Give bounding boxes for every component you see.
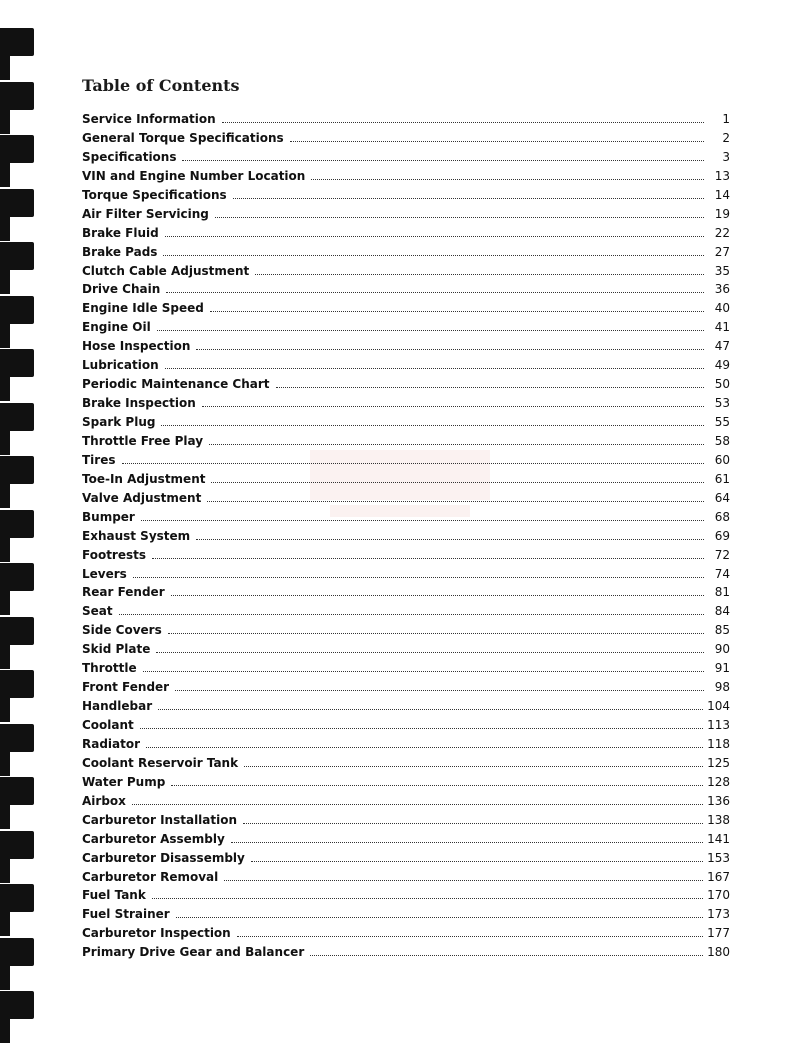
toc-entry-page: 2 <box>722 130 730 145</box>
dot-leader <box>310 955 703 956</box>
binding-tab <box>0 510 34 538</box>
toc-entry-label: Carburetor Disassembly <box>82 850 245 865</box>
dot-leader <box>165 236 704 237</box>
toc-entry[interactable] <box>82 377 730 396</box>
dot-leader <box>182 160 704 161</box>
toc-entry-label: Seat <box>82 604 113 619</box>
dot-leader <box>163 255 704 256</box>
toc-entry-page: 27 <box>714 244 730 259</box>
dot-leader <box>161 425 704 426</box>
binding-tab <box>0 991 34 1019</box>
toc-entry-label: Throttle <box>82 661 137 676</box>
toc-entry[interactable] <box>82 169 730 188</box>
toc-entry-label: Brake Fluid <box>82 225 159 240</box>
toc-entry-label: Clutch Cable Adjustment <box>82 263 250 278</box>
dot-leader <box>202 406 704 407</box>
toc-entry-label: Service Information <box>82 112 216 126</box>
toc-entry[interactable] <box>82 813 730 832</box>
dot-leader <box>231 842 703 843</box>
toc-entry-page: 104 <box>707 699 730 714</box>
dot-leader <box>132 804 703 805</box>
dot-leader <box>156 652 704 653</box>
toc-entry-page: 40 <box>714 301 730 316</box>
toc-entry-label: Carburetor Removal <box>82 869 219 884</box>
toc-entry[interactable] <box>82 756 730 775</box>
binding-tab <box>0 135 34 163</box>
toc-entry-label: Bumper <box>82 509 135 524</box>
toc-entry-label: Coolant Reservoir Tank <box>82 755 239 770</box>
toc-entry-label: Valve Adjustment <box>82 490 202 505</box>
toc-entry-page: 91 <box>714 661 730 676</box>
toc-entry[interactable] <box>82 737 730 756</box>
toc-entry[interactable] <box>82 623 730 642</box>
binding-tab <box>0 884 34 912</box>
toc-entry[interactable] <box>82 282 730 301</box>
toc-entry-page: 19 <box>714 206 730 221</box>
toc-entry-label: Primary Drive Gear and Balancer <box>82 945 305 960</box>
toc-entry-label: Toe-In Adjustment <box>82 471 206 486</box>
toc-entry-label: Airbox <box>82 793 126 808</box>
toc-entry-label: Hose Inspection <box>82 339 191 354</box>
dot-leader <box>210 311 704 312</box>
binding-tab <box>0 242 34 270</box>
toc-entry-page: 55 <box>714 415 730 429</box>
toc-entry-label: Water Pump <box>82 774 166 789</box>
binding-tab <box>0 831 34 859</box>
toc-entry-label: Brake Inspection <box>82 396 196 411</box>
toc-entry-label: Coolant <box>82 718 134 732</box>
toc-entry[interactable] <box>82 642 730 661</box>
toc-entry-label: Exhaust System <box>82 528 191 543</box>
toc-entry-label: Side Covers <box>82 623 162 638</box>
toc-entry-label: Periodic Maintenance Chart <box>82 377 270 392</box>
toc-entry-page: 72 <box>714 547 730 562</box>
toc-entry-label: Throttle Free Play <box>82 433 204 448</box>
toc-entry[interactable] <box>82 264 730 283</box>
toc-entry-page: 128 <box>707 774 730 789</box>
toc-entry-page: 180 <box>707 945 730 960</box>
toc-entry-page: 50 <box>714 377 730 392</box>
dot-leader <box>276 387 705 388</box>
toc-entry-page: 3 <box>722 149 730 164</box>
toc-entry[interactable] <box>82 358 730 377</box>
dot-leader <box>152 558 704 559</box>
dot-leader <box>168 633 704 634</box>
toc-entry[interactable] <box>82 226 730 245</box>
dot-leader <box>207 501 704 502</box>
toc-entry-label: Fuel Tank <box>82 888 146 903</box>
dot-leader <box>215 217 704 218</box>
toc-entry[interactable] <box>82 661 730 680</box>
toc-entry[interactable] <box>82 188 730 207</box>
toc-entry-label: Fuel Strainer <box>82 907 170 922</box>
binding-tab <box>0 296 34 324</box>
binding-tab <box>0 938 34 966</box>
toc-entry-page: 141 <box>707 831 730 846</box>
toc-entry[interactable] <box>82 491 730 510</box>
toc-entry[interactable] <box>82 699 730 718</box>
toc-entry-label: General Torque Specifications <box>82 130 284 145</box>
toc-entry-page: 84 <box>714 604 730 619</box>
dot-leader <box>237 936 703 937</box>
dot-leader <box>119 614 704 615</box>
toc-entry-label: VIN and Engine Number Location <box>82 168 306 183</box>
toc-entry[interactable] <box>82 415 730 434</box>
toc-entry-page: 47 <box>714 339 730 354</box>
toc-entry-page: 98 <box>714 680 730 695</box>
toc-entry-page: 61 <box>714 471 730 486</box>
toc-entry-page: 35 <box>714 263 730 278</box>
toc-entry-page: 81 <box>714 585 730 600</box>
toc-entry[interactable] <box>82 907 730 926</box>
toc-entry[interactable] <box>82 945 730 964</box>
toc-entry-page: 1 <box>722 112 730 126</box>
toc-entry[interactable] <box>82 851 730 870</box>
page-title: Table of Contents <box>82 76 240 95</box>
dot-leader <box>141 520 704 521</box>
dot-leader <box>196 539 704 540</box>
toc-entry-page: 53 <box>714 396 730 411</box>
dot-leader <box>255 274 704 275</box>
binding-tab <box>0 403 34 431</box>
toc-entry-label: Carburetor Installation <box>82 812 238 827</box>
dot-leader <box>175 690 704 691</box>
toc-entry-page: 113 <box>707 718 730 732</box>
toc-entry-label: Skid Plate <box>82 642 151 657</box>
toc-entry[interactable] <box>82 131 730 150</box>
dot-leader <box>140 728 703 729</box>
dot-leader <box>176 917 703 918</box>
toc-entry-label: Torque Specifications <box>82 187 227 202</box>
toc-entry-label: Spark Plug <box>82 415 156 429</box>
toc-entry-label: Brake Pads <box>82 244 158 259</box>
toc-entry-label: Engine Idle Speed <box>82 301 204 316</box>
toc-entry-page: 74 <box>714 566 730 581</box>
toc-entry-label: Radiator <box>82 736 141 751</box>
dot-leader <box>196 349 704 350</box>
dot-leader <box>171 595 704 596</box>
binding-tab <box>0 82 34 110</box>
toc-entry-label: Carburetor Inspection <box>82 926 231 941</box>
toc-entry[interactable] <box>82 567 730 586</box>
dot-leader <box>171 785 703 786</box>
toc-entry[interactable] <box>82 320 730 339</box>
toc-entry[interactable] <box>82 718 730 737</box>
toc-entry-label: Footrests <box>82 547 147 562</box>
toc-entry-page: 49 <box>714 358 730 373</box>
toc-entry-page: 22 <box>714 225 730 240</box>
toc-entry[interactable] <box>82 434 730 453</box>
table-of-contents <box>82 74 730 964</box>
dot-leader <box>233 198 704 199</box>
dot-leader <box>122 463 705 464</box>
toc-entry-label: Carburetor Assembly <box>82 831 225 846</box>
toc-entry-page: 36 <box>714 282 730 297</box>
dot-leader <box>146 747 703 748</box>
toc-entry-page: 58 <box>714 433 730 448</box>
toc-entry-label: Front Fender <box>82 680 170 695</box>
toc-entry-label: Rear Fender <box>82 585 165 600</box>
dot-leader <box>224 880 703 881</box>
toc-entry[interactable] <box>82 472 730 491</box>
toc-entry-page: 125 <box>707 755 730 770</box>
toc-entry-page: 85 <box>714 623 730 638</box>
toc-entry-page: 90 <box>714 642 730 657</box>
toc-list <box>82 112 730 964</box>
toc-entry-page: 68 <box>714 509 730 524</box>
dot-leader <box>251 861 703 862</box>
dot-leader <box>211 482 704 483</box>
toc-entry[interactable] <box>82 339 730 358</box>
toc-entry[interactable] <box>82 548 730 567</box>
toc-entry[interactable] <box>82 604 730 623</box>
toc-entry[interactable] <box>82 207 730 226</box>
dot-leader <box>166 292 704 293</box>
toc-entry[interactable] <box>82 888 730 907</box>
toc-entry-page: 167 <box>707 869 730 884</box>
dot-leader <box>290 141 704 142</box>
toc-entry-label: Air Filter Servicing <box>82 206 209 221</box>
toc-entry-page: 138 <box>707 812 730 827</box>
binding-tab <box>0 28 34 56</box>
toc-entry[interactable] <box>82 150 730 169</box>
dot-leader <box>243 823 703 824</box>
toc-entry[interactable] <box>82 680 730 699</box>
toc-entry-label: Handlebar <box>82 699 153 714</box>
binding-tab <box>0 777 34 805</box>
dot-leader <box>311 179 704 180</box>
toc-entry[interactable] <box>82 832 730 851</box>
toc-entry-label: Lubrication <box>82 358 159 373</box>
spiral-binding <box>0 0 40 1035</box>
toc-entry-page: 136 <box>707 793 730 808</box>
toc-entry-page: 118 <box>707 736 730 751</box>
toc-entry-page: 177 <box>707 926 730 941</box>
toc-entry[interactable] <box>82 396 730 415</box>
toc-entry[interactable] <box>82 585 730 604</box>
binding-tab <box>0 670 34 698</box>
toc-entry-label: Engine Oil <box>82 320 151 335</box>
toc-entry[interactable] <box>82 301 730 320</box>
dot-leader <box>152 898 703 899</box>
toc-entry-label: Levers <box>82 566 127 581</box>
toc-entry-page: 41 <box>714 320 730 335</box>
toc-entry-label: Specifications <box>82 149 177 164</box>
binding-tab <box>0 349 34 377</box>
dot-leader <box>222 122 704 123</box>
toc-entry[interactable] <box>82 245 730 264</box>
dot-leader <box>158 709 703 710</box>
toc-entry-page: 64 <box>714 490 730 505</box>
dot-leader <box>244 766 703 767</box>
dot-leader <box>209 444 704 445</box>
toc-entry-page: 60 <box>714 452 730 467</box>
toc-entry[interactable] <box>82 510 730 529</box>
toc-entry-page: 173 <box>707 907 730 922</box>
toc-entry-label: Drive Chain <box>82 282 161 297</box>
toc-entry-page: 69 <box>714 528 730 543</box>
binding-tab <box>0 617 34 645</box>
toc-entry[interactable] <box>82 775 730 794</box>
binding-tab <box>0 563 34 591</box>
binding-tab <box>0 456 34 484</box>
toc-entry[interactable] <box>82 870 730 889</box>
toc-entry-page: 153 <box>707 850 730 865</box>
toc-entry-page: 14 <box>714 187 730 202</box>
dot-leader <box>157 330 704 331</box>
dot-leader <box>133 577 704 578</box>
binding-tab <box>0 189 34 217</box>
toc-entry-page: 13 <box>714 168 730 183</box>
toc-entry-label: Tires <box>82 452 116 467</box>
toc-entry-page: 170 <box>707 888 730 903</box>
dot-leader <box>143 671 704 672</box>
toc-entry[interactable] <box>82 794 730 813</box>
dot-leader <box>165 368 704 369</box>
binding-tab <box>0 724 34 752</box>
toc-entry[interactable] <box>82 926 730 945</box>
toc-entry[interactable] <box>82 453 730 472</box>
toc-entry[interactable] <box>82 112 730 131</box>
toc-entry[interactable] <box>82 529 730 548</box>
